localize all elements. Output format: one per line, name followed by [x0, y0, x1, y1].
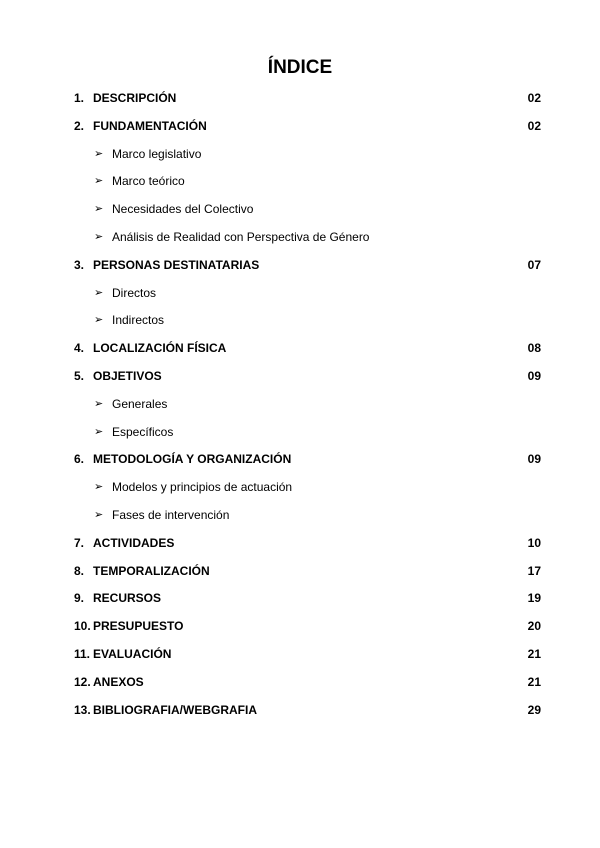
- toc-entry-number: 1.: [74, 91, 85, 105]
- toc-entry: [0, 562, 600, 580]
- toc-subentry-label: Específicos: [112, 424, 174, 439]
- toc-entry-number: 6.: [74, 452, 85, 467]
- toc-subentry: [0, 423, 600, 441]
- toc-entry-number: 12.: [74, 674, 91, 689]
- toc-subentry: [0, 145, 600, 163]
- toc-subentry-label: Indirectos: [112, 313, 165, 328]
- toc-entry-number: 5.: [74, 369, 85, 383]
- toc-entry-page: 17: [527, 563, 541, 578]
- toc-entry-page: 09: [527, 369, 541, 383]
- toc-entry: [0, 673, 600, 691]
- toc-entry-page: 02: [527, 91, 541, 105]
- toc-subentry-label: Fases de intervención: [112, 508, 230, 522]
- toc-subentry-label: Generales: [112, 396, 168, 411]
- toc-subentry: [0, 311, 600, 329]
- toc-subentry-label: Marco legislativo: [112, 146, 202, 161]
- toc-entry-number: 2.: [74, 118, 85, 133]
- toc-entry-page: 21: [527, 647, 541, 661]
- toc-subentry-label: Marco teórico: [112, 174, 185, 189]
- arrow-bullet-icon: ➢: [94, 397, 104, 410]
- toc-entry: [0, 367, 600, 385]
- toc-entry-label: OBJETIVOS: [93, 369, 162, 383]
- toc-entry-number: 10.: [74, 619, 91, 634]
- toc-entry-number: 3.: [74, 257, 85, 272]
- toc-subentry: [0, 172, 600, 190]
- toc-entry-label: TEMPORALIZACIÓN: [93, 563, 210, 578]
- toc-entry-page: 29: [527, 702, 541, 717]
- toc-entry-number: 13.: [74, 702, 91, 717]
- toc-entry-label: METODOLOGÍA Y ORGANIZACIÓN: [93, 452, 292, 467]
- toc-entry-label: PERSONAS DESTINATARIAS: [93, 257, 260, 272]
- toc-subentry-label: Modelos y principios de actuación: [112, 480, 293, 495]
- toc-subentry: [0, 228, 600, 246]
- toc-entry-page: 08: [527, 341, 541, 356]
- toc-entry-page: 19: [527, 591, 541, 606]
- toc-entry-page: 10: [527, 535, 541, 550]
- toc-subentry-label: Análisis de Realidad con Perspectiva de Género: [112, 230, 370, 244]
- toc-entry: [0, 256, 600, 274]
- arrow-bullet-icon: ➢: [94, 481, 104, 494]
- toc-entry: [0, 339, 600, 357]
- toc-entry: [0, 589, 600, 607]
- toc-entry: [0, 701, 600, 719]
- toc-entry: [0, 89, 600, 107]
- toc-entry-label: RECURSOS: [93, 591, 162, 606]
- page-title: ÍNDICE: [267, 57, 333, 78]
- arrow-bullet-icon: ➢: [94, 147, 104, 160]
- toc-entry-page: 02: [527, 118, 541, 133]
- toc-subentry: [0, 284, 600, 302]
- toc-entry-number: 11.: [74, 647, 91, 661]
- toc-entry: [0, 534, 600, 552]
- arrow-bullet-icon: ➢: [94, 314, 104, 327]
- toc-entry: [0, 117, 600, 135]
- toc-entry-label: ACTIVIDADES: [93, 535, 175, 550]
- toc-subentry: [0, 478, 600, 496]
- toc-entry-number: 4.: [74, 341, 85, 356]
- toc-entry-number: 8.: [74, 563, 85, 578]
- toc-entry-page: 20: [527, 619, 541, 634]
- toc-entry: [0, 450, 600, 468]
- arrow-bullet-icon: ➢: [94, 203, 104, 216]
- arrow-bullet-icon: ➢: [94, 175, 104, 188]
- toc-entry-page: 21: [527, 674, 541, 689]
- toc-entry-label: FUNDAMENTACIÓN: [93, 118, 207, 133]
- toc-subentry-label: Necesidades del Colectivo: [112, 202, 254, 217]
- toc-entry-label: PRESUPUESTO: [93, 619, 184, 634]
- toc-entry-label: DESCRIPCIÓN: [93, 91, 177, 105]
- arrow-bullet-icon: ➢: [94, 509, 104, 521]
- toc-subentry: [0, 506, 600, 524]
- toc-entry-label: BIBLIOGRAFIA/WEBGRAFIA: [93, 702, 257, 717]
- toc-entry-number: 7.: [74, 535, 85, 550]
- toc-entry-page: 09: [527, 452, 541, 467]
- arrow-bullet-icon: ➢: [94, 425, 104, 438]
- toc-subentry-label: Directos: [112, 285, 157, 300]
- toc-entry-number: 9.: [74, 591, 85, 606]
- toc-entry-label: EVALUACIÓN: [93, 647, 172, 661]
- toc-entry-page: 07: [527, 257, 541, 272]
- toc-subentry: [0, 200, 600, 218]
- toc-subentry: [0, 395, 600, 413]
- arrow-bullet-icon: ➢: [94, 286, 104, 299]
- toc-entry: [0, 645, 600, 663]
- arrow-bullet-icon: ➢: [94, 231, 104, 243]
- toc-entry-label: ANEXOS: [93, 674, 144, 689]
- toc-entry-label: LOCALIZACIÓN FÍSICA: [93, 341, 227, 356]
- toc-entry: [0, 617, 600, 635]
